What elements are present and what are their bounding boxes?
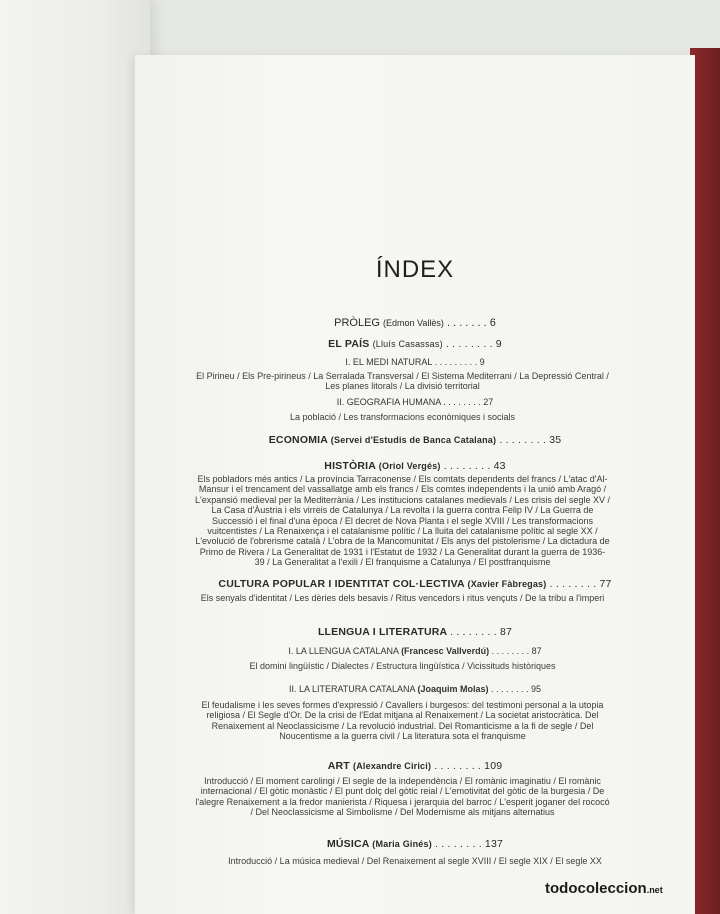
previous-page [0, 0, 150, 914]
entry-economia: ECONOMIA (Servei d'Estudis de Banca Catalana) . . . . . . . . 35 [268, 434, 562, 446]
entry-pais: EL PAÍS (Lluís Casassas) . . . . . . . . 9 [328, 338, 502, 350]
entry-literatura-catalana: II. LA LITERATURA CATALANA (Joaquim Molas) . . . . . . . . 95 [288, 684, 542, 694]
art-desc: Introducció / El moment carolingi / El segle de la independència / El romànic imaginatiu / El romànic internacional / El gòtic monàstic / El punt dolç del gòtic reial / L'emotivitat del gòtic de la burgesia / De l'alegre Renaixement a la fredor manierista / Riquesa i jerarquia del barroc / L'esperit joganer del rococó / Del Neoclassicisme al Simbolisme / Del Modernisme als mitjans alternatius [195, 776, 610, 818]
entry-geografia-humana: II. GEOGRAFIA HUMANA . . . . . . . . 27 [336, 397, 494, 407]
entry-musica: MÚSICA (Maria Ginés) . . . . . . . . 137 [326, 838, 504, 850]
musica-desc: Introducció / La música medieval / Del Renaixement al segle XVIII / El segle XIX / El segle XX [228, 856, 602, 866]
entry-art: ART (Alexandre Cirici) . . . . . . . . 109 [327, 760, 503, 772]
entry-llengua: LLENGUA I LITERATURA . . . . . . . . 87 [317, 626, 513, 638]
entry-historia: HISTÒRIA (Oriol Vergés) . . . . . . . . 43 [324, 460, 506, 472]
medi-natural-desc: El Pirineu / Els Pre-pirineus / La Serralada Transversal / El Sistema Mediterrani / La Depressió Central / Les planes litorals / La divisió territorial [196, 371, 609, 392]
llengua-desc: El domini lingüístic / Dialectes / Estructura lingüística / Vicissituds històriques [249, 661, 556, 671]
entry-medi-natural: I. EL MEDI NATURAL . . . . . . . . . 9 [345, 357, 485, 367]
cultura-desc: Els senyals d'identitat / Les dèries dels besavis / Ritus vencedors i ritus vençuts / De la tribu a l'imperi [200, 593, 605, 603]
index-title: ÍNDEX [375, 256, 455, 283]
entry-llengua-catalana: I. LA LLENGUA CATALANA (Francesc Vallverdú) . . . . . . . . 87 [288, 646, 542, 656]
entry-proleg: PRÒLEG (Edmon Vallès) . . . . . . . 6 [334, 317, 496, 329]
watermark: todocoleccion.net [545, 880, 663, 897]
literatura-desc: El feudalisme i les seves formes d'expressió / Cavallers i burgesos: del testimoni personal a la utopia religiosa / El Segle d'Or. De la crisi de l'Edat mitjana al Renaixement / La societat aristocràtica. Del Renaixement al Neoclassicisme / La revolució industrial. Del Romanticisme a la fi de segle / Del Noucentisme a la guerra civil / La literatura sota el franquisme [201, 700, 604, 742]
geografia-desc: La població / Les transformacions econòmiques i socials [289, 412, 516, 422]
historia-desc: Els pobladors més antics / La província Tarraconense / Els comtats dependents del francs / L'atac d'Al-Mansur i el trencament del vassallatge amb els francs / Els comtes independents i la unió amb Aragó / L'expansió medieval per la Mediterrània / Les institucions catalanes medievals / Les crisis del segle XV / La Casa d'Àustria i els virreis de Catalunya / La revolta i la guerra contra Felip IV / La Guerra de Successió i el final d'una època / El decret de Nova Planta i el segle XVIII / Les transformacions vuitcentistes / La Renaixença i el catalanisme polític / La lluita del catalanisme polític al segle XX / L'evolució de l'obrerisme català / L'obra de la Mancomunitat / Els anys del pistolerisme / La dictadura de Primo de Rivera / La Generalitat de 1931 i l'Estatut de 1932 / La Generalitat durant la guerra de 1936-39 / La Generalitat a l'exili / El franquisme a Catalunya / El postfranquisme [195, 474, 610, 568]
entry-cultura: CULTURA POPULAR I IDENTITAT COL·LECTIVA (Xavier Fàbregas) . . . . . . . . 77 [218, 578, 612, 590]
